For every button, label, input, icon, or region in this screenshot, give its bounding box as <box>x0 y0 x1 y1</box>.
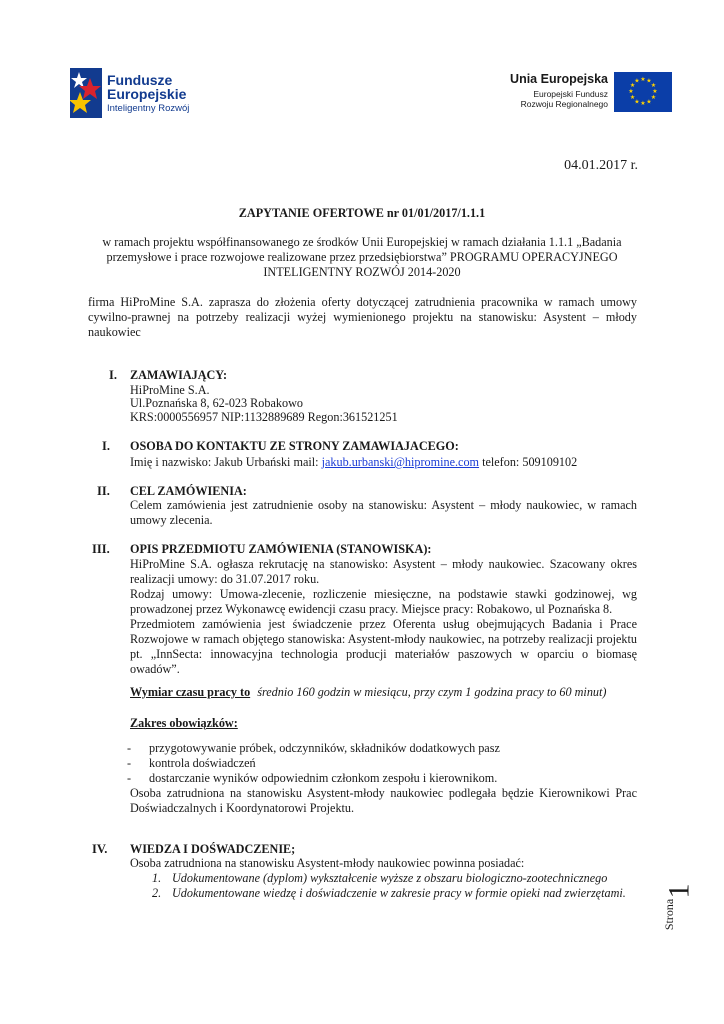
section-3-numeral: II. <box>97 484 110 498</box>
worktime-line <box>130 685 606 700</box>
section-1-numeral: I. <box>109 368 117 382</box>
page-number-block <box>662 870 702 940</box>
section-4-heading: OPIS PRZEDMIOTU ZAMÓWIENIA (STANOWISKA): <box>130 542 432 556</box>
svg-text:★: ★ <box>629 82 636 89</box>
section-4-numeral: III. <box>92 542 110 556</box>
svg-text:★: ★ <box>646 77 652 85</box>
list-item: - dostarczanie wyników odpowiednim członkom zespołu i kierownikom. <box>127 771 498 785</box>
project-intro: w ramach projektu współfinansowanego ze środków Unii Europejskiej w ramach działania 1.1.1 „Badania przemysłowe i prace rozwojowe realizowane przez przedsiębiorstwa” PROGRAMU OPERACYJNEGO INTELIGENTNY ROZWÓJ 2014-2020 <box>102 235 622 279</box>
contact-prefix: Imię i nazwisko: Jakub Urbański mail: <box>130 455 322 469</box>
requirement-1-num: 1. <box>152 871 162 885</box>
svg-text:★: ★ <box>640 76 646 83</box>
duties-heading: Zakres obowiązków: <box>130 716 238 730</box>
page-label: Strona <box>662 898 677 931</box>
section-1-heading: ZAMAWIAJĄCY: <box>130 368 228 382</box>
section-4-paragraph-3: Przedmiotem zamówienia jest świadczenie przez Oferenta usług obejmujących Badania i Prace Rozwojowe w ramach objętego stanowiska: Asystent-młody naukowiec, na potrzeby realizacji projektu pt. „InnSecta: innowacyjna technologia producji materiałów paszowych w oparciu o biomasę owadów”. <box>130 617 637 676</box>
svg-text:★: ★ <box>629 94 636 101</box>
ue-logo <box>500 70 672 114</box>
section-3-text: Celem zamówienia jest zatrudnienie osoby na stanowisku: Asystent – młody naukowiec, w ramach umowy zlecenia. <box>130 498 637 527</box>
fe-star-emblem-icon <box>70 68 102 118</box>
contact-line <box>130 455 577 470</box>
fe-logo-line1: Fundusze <box>107 72 173 88</box>
document-title: ZAPYTANIE OFERTOWE nr 01/01/2017/1.1.1 <box>238 206 486 220</box>
orderer-registry: KRS:0000556957 NIP:1132889689 Regon:361521251 <box>130 410 398 424</box>
list-item: - kontrola doświadczeń <box>127 756 256 770</box>
section-5-intro: Osoba zatrudniona na stanowisku Asystent-młody naukowiec powinna posiadać: <box>130 856 525 870</box>
duties-list <box>127 741 637 786</box>
svg-text:★: ★ <box>634 77 640 85</box>
section-2-heading: OSOBA DO KONTAKTU ZE STRONY ZAMAWIAJACEGO: <box>130 439 459 453</box>
document-date: 04.01.2017 r. <box>564 158 638 173</box>
reporting-text: Osoba zatrudniona na stanowisku Asystent-młody naukowiec podlegała będzie Kierownikowi Prac Doświadczalnych i Koordynatorowi Projektu. <box>130 786 637 815</box>
section-4-paragraph-1: HiProMine S.A. ogłasza rekrutację na stanowisko: Asystent – młody naukowiec. Szacowany okres realizacji umowy: do 31.07.2017 roku. <box>130 557 637 586</box>
ue-logo-title: Unia Europejska <box>510 72 608 86</box>
orderer-address: Ul.Poznańska 8, 62-023 Robakowo <box>130 396 303 410</box>
contact-suffix: telefon: 509109102 <box>479 455 578 469</box>
contact-email-link[interactable]: jakub.urbanski@hipromine.com <box>321 455 480 469</box>
svg-text:★: ★ <box>640 100 646 107</box>
eu-flag-icon <box>614 72 672 112</box>
fe-logo-line2: Europejskie <box>107 86 187 102</box>
ue-logo-line1: Europejski Fundusz <box>533 89 608 99</box>
ue-logo-line2: Rozwoju Regionalnego <box>520 99 608 109</box>
section-5-numeral: IV. <box>92 842 108 856</box>
worktime-value: średnio 160 godzin w miesiącu, przy czym 1 godzina pracy to 60 minut) <box>254 685 607 699</box>
svg-text:★: ★ <box>646 98 652 106</box>
section-3-heading: CEL ZAMÓWIENIA: <box>130 484 247 498</box>
fe-logo <box>70 68 230 118</box>
requirement-2 <box>152 886 638 901</box>
svg-text:★: ★ <box>650 94 657 101</box>
svg-text:★: ★ <box>628 88 634 95</box>
invitation-paragraph: firma HiProMine S.A. zaprasza do złożenia oferty dotyczącej zatrudnienia pracownika w ramach umowy cywilno-prawnej na potrzeby realizacji wyżej wymienionego projektu na stanowisku: Asystent – młody naukowiec <box>88 295 637 339</box>
section-4-paragraph-2: Rodzaj umowy: Umowa-zlecenie, rozliczenie miesięczne, na podstawie stawki godzinowej, wg prowadzonej przez Wykonawcę ewidencji czasu pracy. Miejsce pracy: Robakowo, ul Poznańska 8. <box>130 587 637 616</box>
worktime-label: Wymiar czasu pracy to <box>130 685 251 699</box>
requirement-1 <box>152 871 638 886</box>
section-5-heading: WIEDZA I DOŚWADCZENIE; <box>130 842 296 856</box>
requirement-1-text: Udokumentowane (dyplom) wykształcenie wyższe z obszaru biologiczno-zootechnicznego <box>172 871 608 885</box>
requirement-2-num: 2. <box>152 886 162 900</box>
svg-text:★: ★ <box>652 88 658 95</box>
list-item: - przygotowywanie próbek, odczynników, składników dodatkowych pasz <box>127 741 500 755</box>
requirement-2-text: Udokumentowane wiedzę i doświadczenie w zakresie pracy w formie opieki nad zwierzętami. <box>172 886 626 900</box>
svg-text:★: ★ <box>634 98 640 106</box>
section-2-numeral: I. <box>102 439 110 453</box>
page-number: 1 <box>662 883 696 899</box>
fe-logo-line3: Inteligentny Rozwój <box>107 103 190 114</box>
orderer-name: HiProMine S.A. <box>130 383 210 397</box>
svg-text:★: ★ <box>650 82 657 89</box>
